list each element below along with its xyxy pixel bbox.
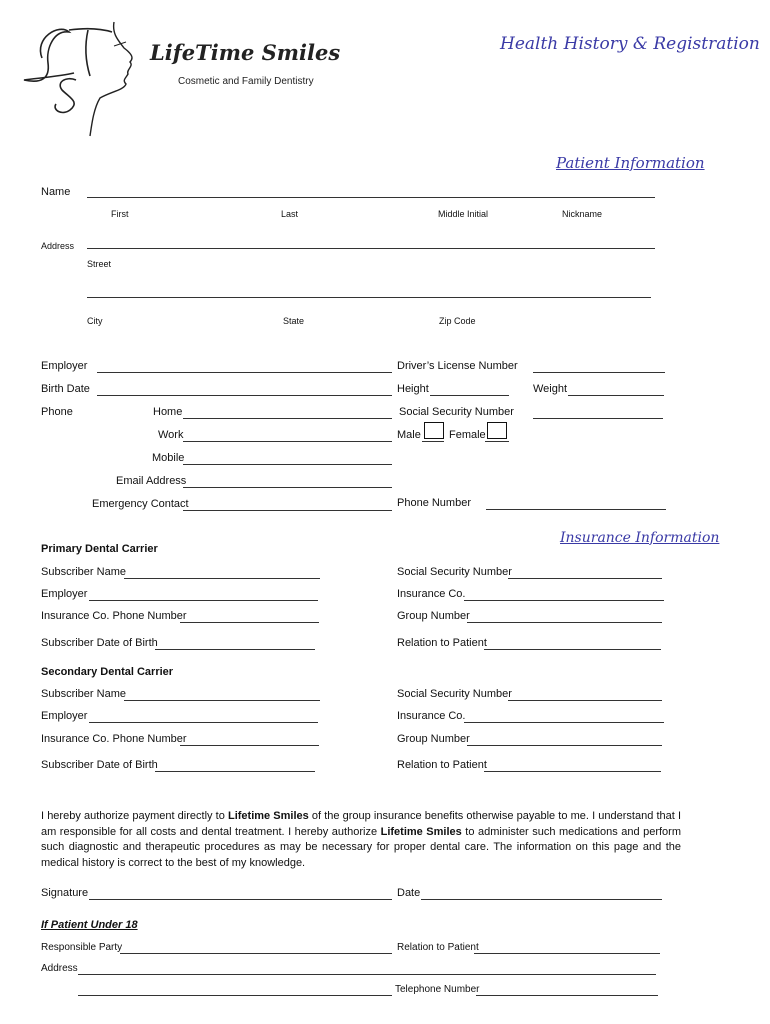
female-underline — [485, 441, 509, 442]
secondary-employer-label: Employer — [41, 710, 88, 722]
brand-tagline: Cosmetic and Family Dentistry — [178, 76, 314, 87]
employer-field[interactable] — [97, 372, 392, 373]
street-caption: Street — [87, 259, 112, 269]
ssn-field[interactable] — [533, 418, 663, 419]
home-phone-field[interactable] — [183, 418, 392, 419]
emergency-contact-field[interactable] — [183, 510, 392, 511]
primary-carrier-heading: Primary Dental Carrier — [41, 543, 158, 555]
primary-ssn-field[interactable] — [508, 578, 662, 579]
emergency-phone-field[interactable] — [486, 509, 666, 510]
birth-date-field[interactable] — [97, 395, 392, 396]
primary-ins-co-label: Insurance Co. — [397, 588, 466, 600]
ssn-label: Social Security Number — [399, 406, 514, 418]
female-checkbox[interactable] — [487, 422, 507, 439]
primary-ins-co-field[interactable] — [464, 600, 664, 601]
state-caption: State — [283, 316, 305, 326]
email-label: Email Address — [116, 475, 187, 487]
address-label: Address — [41, 241, 75, 251]
primary-subscriber-dob-label: Subscriber Date of Birth — [41, 637, 158, 649]
middle-initial-caption: Middle Initial — [438, 209, 489, 219]
height-label: Height — [397, 383, 429, 395]
telephone-label: Telephone Number — [395, 984, 480, 995]
primary-ins-phone-label: Insurance Co. Phone Number — [41, 610, 187, 622]
male-checkbox[interactable] — [424, 422, 444, 439]
employer-label: Employer — [41, 360, 88, 372]
secondary-group-number-label: Group Number — [397, 733, 470, 745]
zip-caption: Zip Code — [439, 316, 476, 326]
primary-ssn-label: Social Security Number — [397, 566, 512, 578]
secondary-subscriber-name-field[interactable] — [124, 700, 320, 701]
first-name-caption: First — [111, 209, 129, 219]
section-title-patient: Patient Information — [556, 154, 705, 172]
form-title: Health History & Registration — [500, 34, 760, 54]
secondary-relation-field[interactable] — [484, 771, 661, 772]
primary-group-number-field[interactable] — [467, 622, 662, 623]
mobile-phone-field[interactable] — [183, 464, 392, 465]
secondary-ins-co-field[interactable] — [464, 722, 664, 723]
signature-label: Signature — [41, 887, 89, 899]
primary-relation-field[interactable] — [484, 649, 661, 650]
drivers-license-label: Driver’s License Number — [397, 360, 518, 372]
work-phone-label: Work — [158, 429, 184, 441]
authorization-practice-name-1: Lifetime Smiles — [227, 810, 309, 822]
primary-subscriber-dob-field[interactable] — [155, 649, 315, 650]
section-title-insurance: Insurance Information — [560, 530, 720, 546]
telephone-field[interactable] — [476, 995, 658, 996]
primary-group-number-label: Group Number — [397, 610, 470, 622]
secondary-ssn-label: Social Security Number — [397, 688, 512, 700]
primary-relation-label: Relation to Patient — [397, 637, 487, 649]
weight-field[interactable] — [568, 395, 664, 396]
city-caption: City — [87, 316, 103, 326]
authorization-text-2: of the group insurance benefits otherwise payable to me. I understand that I am responsible for all costs and dental treatment. I hereby authorize — [41, 810, 681, 838]
primary-ins-phone-field[interactable] — [180, 622, 319, 623]
drivers-license-field[interactable] — [533, 372, 665, 373]
home-phone-label: Home — [153, 406, 183, 418]
secondary-relation-label: Relation to Patient — [397, 759, 487, 771]
weight-label: Weight — [533, 383, 568, 395]
secondary-subscriber-dob-label: Subscriber Date of Birth — [41, 759, 158, 771]
email-field[interactable] — [183, 487, 392, 488]
secondary-ins-phone-field[interactable] — [180, 745, 319, 746]
date-label: Date — [397, 887, 421, 899]
minor-heading: If Patient Under 18 — [41, 919, 138, 931]
authorization-practice-name-2: Lifetime Smiles — [380, 825, 462, 838]
date-field[interactable] — [421, 899, 662, 900]
responsible-party-label: Responsible Party — [41, 942, 123, 953]
primary-subscriber-name-field[interactable] — [124, 578, 320, 579]
authorization-text-1: I hereby authorize payment directly to — [41, 810, 228, 822]
responsible-party-field[interactable] — [120, 953, 392, 954]
minor-address-line2-field[interactable] — [78, 995, 392, 996]
minor-relation-label: Relation to Patient — [397, 942, 479, 953]
male-underline — [422, 441, 444, 442]
secondary-employer-field[interactable] — [89, 722, 318, 723]
female-label: Female — [449, 429, 486, 441]
minor-address-label: Address — [41, 963, 78, 974]
work-phone-field[interactable] — [183, 441, 392, 442]
mobile-phone-label: Mobile — [152, 452, 185, 464]
secondary-subscriber-name-label: Subscriber Name — [41, 688, 126, 700]
minor-address-field[interactable] — [78, 974, 656, 975]
height-field[interactable] — [430, 395, 509, 396]
secondary-carrier-heading: Secondary Dental Carrier — [41, 666, 174, 678]
primary-employer-field[interactable] — [89, 600, 318, 601]
birth-date-label: Birth Date — [41, 383, 90, 395]
city-state-zip-field[interactable] — [87, 297, 651, 298]
phone-label: Phone — [41, 406, 73, 418]
minor-relation-field[interactable] — [474, 953, 660, 954]
brand-name: LifeTime Smiles — [150, 40, 341, 65]
authorization-paragraph — [41, 809, 681, 871]
secondary-group-number-field[interactable] — [467, 745, 662, 746]
name-field[interactable] — [87, 197, 655, 198]
secondary-ins-co-label: Insurance Co. — [397, 710, 466, 722]
name-label: Name — [41, 186, 71, 198]
emergency-contact-label: Emergency Contact — [92, 498, 189, 510]
male-label: Male — [397, 429, 421, 441]
emergency-phone-label: Phone Number — [397, 497, 471, 509]
logo-mark-icon — [14, 18, 144, 138]
nickname-caption: Nickname — [562, 209, 603, 219]
secondary-subscriber-dob-field[interactable] — [155, 771, 315, 772]
authorization-text-3: to administer such medications and perform such diagnostic and therapeutic procedures as may be necessary for proper dental care. The information on this page and the medical history is correct to the best of my knowledge. — [41, 825, 681, 869]
signature-field[interactable] — [89, 899, 392, 900]
primary-subscriber-name-label: Subscriber Name — [41, 566, 126, 578]
secondary-ssn-field[interactable] — [508, 700, 662, 701]
last-name-caption: Last — [281, 209, 299, 219]
primary-employer-label: Employer — [41, 588, 88, 600]
secondary-ins-phone-label: Insurance Co. Phone Number — [41, 733, 187, 745]
street-field[interactable] — [87, 248, 655, 249]
